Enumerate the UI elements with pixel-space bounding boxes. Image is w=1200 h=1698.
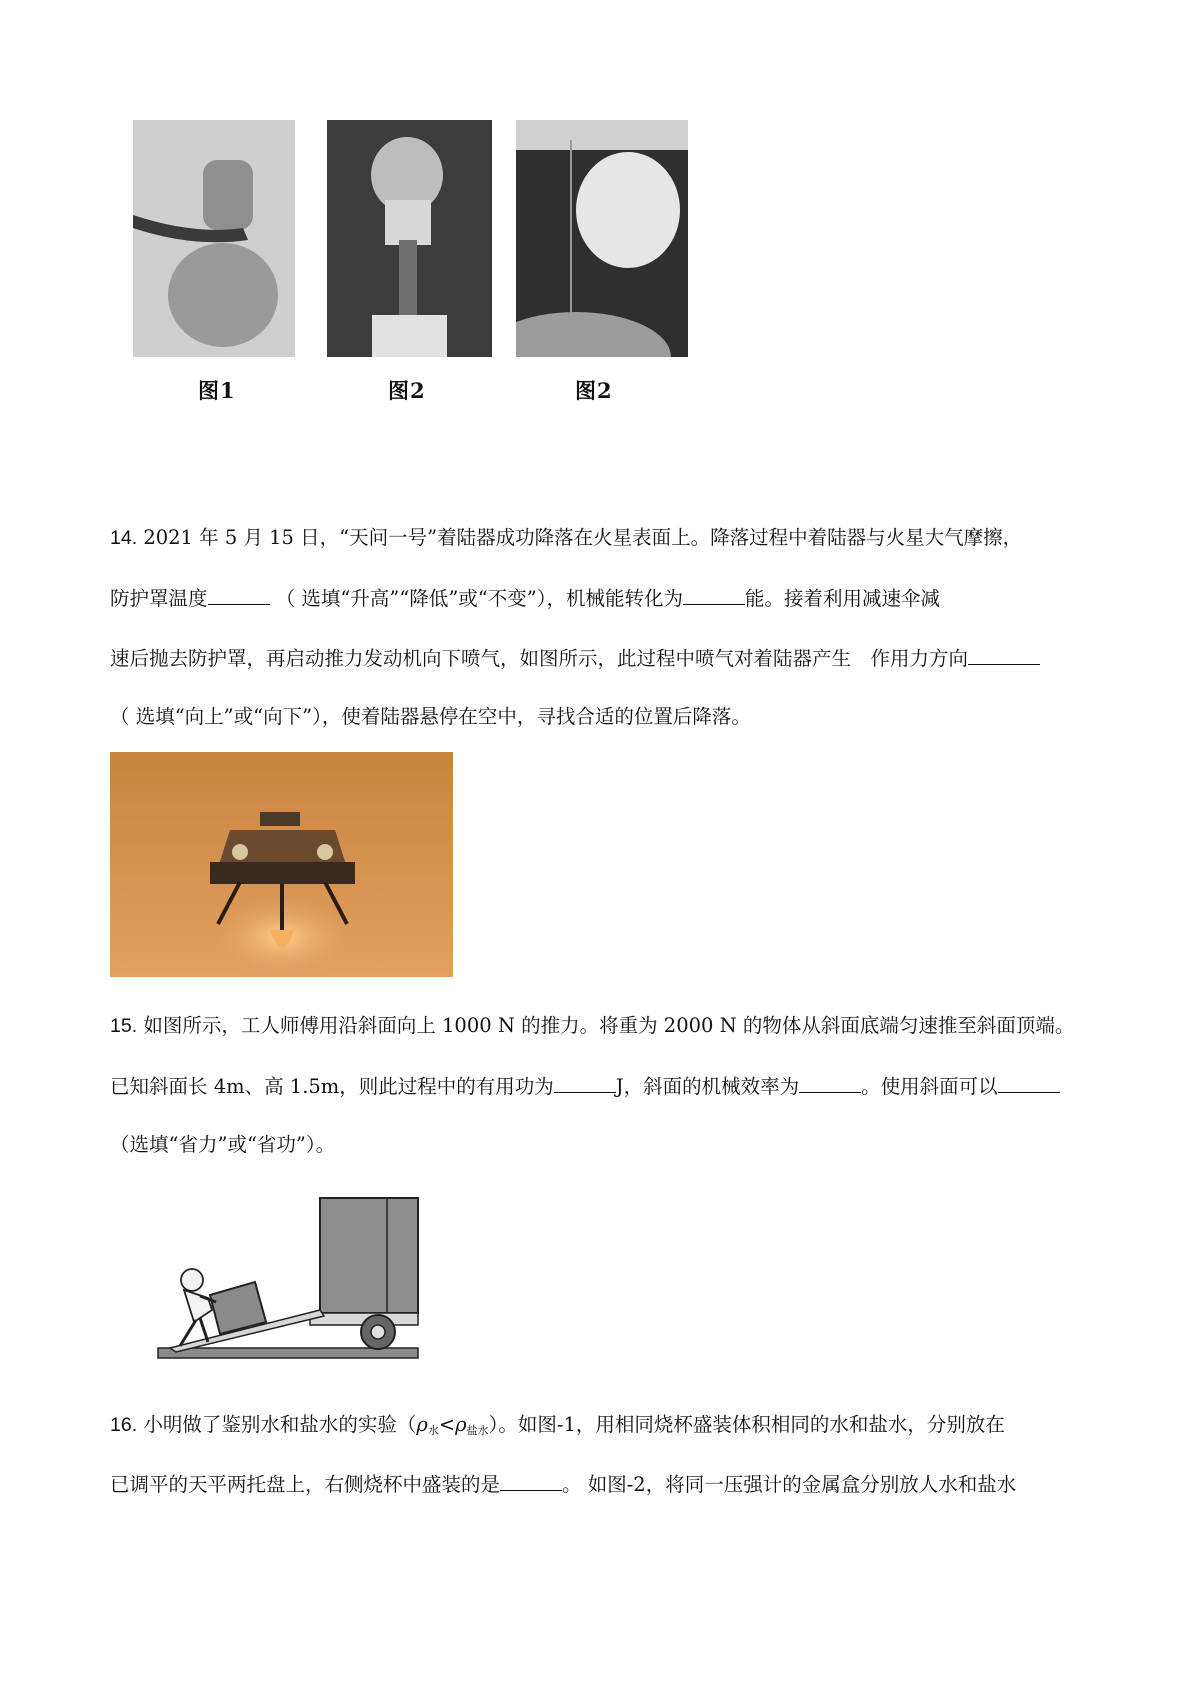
- q14-text-2b: （ 选填“升高”“降低”或“不变”），机械能转化为: [275, 587, 683, 610]
- figure-3-photo: [516, 120, 688, 357]
- q15-blank-useful-work[interactable]: [554, 1072, 616, 1093]
- rho-symbol: ρ: [416, 1413, 428, 1436]
- mars-lander-photo: [110, 752, 453, 977]
- q14-text-4: （ 选填“向上”或“向下”），使着陆器悬停在空中，寻找合适的位置后降落。: [110, 705, 751, 728]
- q15-text-2c: 。使用斜面可以: [861, 1075, 998, 1098]
- q15-text-2b: J，斜面的机械效率为: [615, 1075, 800, 1098]
- q14-blank-direction[interactable]: [968, 644, 1040, 665]
- q15-blank-efficiency[interactable]: [799, 1072, 861, 1093]
- q15-text-3: （选填“省力”或“省功”）。: [110, 1133, 336, 1156]
- q14-text-1: 2021 年 5 月 15 日，“天问一号”着陆器成功降落在火星表面上。降落过程中着陆器与火星大气摩擦，: [143, 526, 1023, 549]
- q14-blank-temperature[interactable]: [208, 584, 270, 605]
- q14-text-2a: 防护罩温度: [110, 587, 208, 610]
- q15-text-1: 如图所示，工人师傅用沿斜面向上 1000 N 的推力。将重为 2000 N 的物体从斜面底端匀速推至斜面顶端。: [143, 1014, 1075, 1037]
- balloon-bottle-illustration: [327, 120, 492, 357]
- q14-line-3: [110, 644, 1100, 674]
- rho-sub-salt: 盐水: [466, 1424, 489, 1437]
- q14-line-1: [110, 523, 1100, 553]
- lander-illustration: [110, 752, 453, 977]
- q14-text-2c: 能。接着利用减速伞减: [744, 587, 940, 610]
- figure-2-caption: 图2: [388, 378, 426, 403]
- q15-text-2a: 已知斜面长 4m、高 1.5m，则此过程中的有用功为: [110, 1075, 554, 1098]
- q16-text-1a: 小明做了鉴别水和盐水的实验（: [143, 1413, 417, 1436]
- rho-sub-water: 水: [427, 1424, 439, 1437]
- q16-text-2a: 已调平的天平两托盘上，右侧烧杯中盛装的是: [110, 1473, 501, 1496]
- q15-line-1: [110, 1011, 1100, 1041]
- less-than-sign: <: [438, 1413, 456, 1436]
- ramp-truck-figure: [150, 1190, 430, 1370]
- q14-line-4: [110, 702, 1100, 732]
- q16-number: 16.: [110, 1414, 138, 1436]
- figure-3-caption: 图2: [575, 378, 613, 403]
- q14-blank-energy[interactable]: [683, 584, 745, 605]
- q14-number: 14.: [110, 527, 138, 549]
- q15-line-3: [110, 1130, 1100, 1160]
- q16-line-1: [110, 1410, 1100, 1446]
- q14-text-3a: 速后抛去防护罩，再启动推力发动机向下喷气，如图所示，此过程中喷气对着陆器产生 作用力方向: [110, 647, 969, 670]
- rho-symbol-2: ρ: [455, 1413, 467, 1436]
- q15-number: 15.: [110, 1015, 138, 1037]
- q16-text-1b: ）。如图-1，用相同烧杯盛装体积相同的水和盐水，分别放在: [488, 1413, 1005, 1436]
- balloon-hand-illustration: [516, 120, 688, 357]
- q15-line-2: [110, 1072, 1100, 1102]
- figure-1-photo: [133, 120, 295, 357]
- q15-blank-save[interactable]: [998, 1072, 1060, 1093]
- q16-line-2: [110, 1470, 1100, 1500]
- figure-1-caption: 图1: [198, 378, 236, 403]
- figure-2-photo: [327, 120, 492, 357]
- q14-line-2: [110, 584, 1100, 614]
- q16-blank-liquid[interactable]: [500, 1470, 562, 1491]
- q16-text-2b: 。 如图-2，将同一压强计的金属盒分别放人水和盐水: [562, 1473, 1017, 1496]
- balloon-spoon-illustration: [133, 120, 295, 357]
